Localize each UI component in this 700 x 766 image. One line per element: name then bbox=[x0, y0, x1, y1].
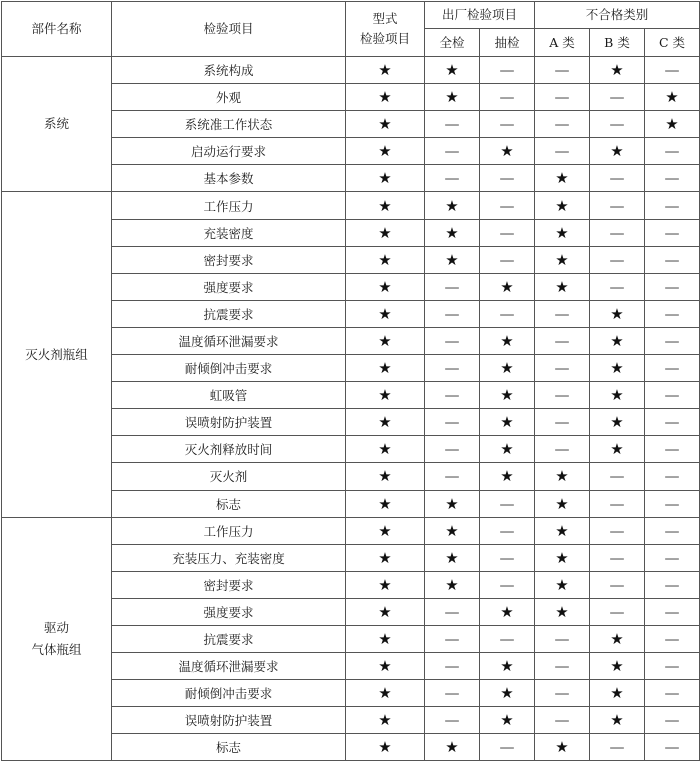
class-b-mark: — bbox=[590, 490, 645, 517]
class-a-mark: — bbox=[535, 327, 590, 354]
inspection-item-cell: 抗震要求 bbox=[112, 300, 346, 327]
class-a-mark: ★ bbox=[535, 734, 590, 761]
sampling-mark: — bbox=[480, 84, 535, 111]
class-a-mark: — bbox=[535, 382, 590, 409]
class-c-mark: — bbox=[645, 409, 700, 436]
table-row bbox=[2, 517, 700, 544]
inspection-item-cell: 灭火剂释放时间 bbox=[112, 436, 346, 463]
class-b-mark: ★ bbox=[590, 138, 645, 165]
full-inspection-mark: — bbox=[425, 436, 480, 463]
full-inspection-mark: — bbox=[425, 653, 480, 680]
class-b-mark: — bbox=[590, 219, 645, 246]
class-a-mark: ★ bbox=[535, 463, 590, 490]
class-c-mark: — bbox=[645, 219, 700, 246]
class-c-mark: — bbox=[645, 382, 700, 409]
type-test-mark: ★ bbox=[346, 680, 425, 707]
class-a-mark: ★ bbox=[535, 165, 590, 192]
sampling-mark: — bbox=[480, 246, 535, 273]
class-a-mark: — bbox=[535, 138, 590, 165]
class-b-mark: ★ bbox=[590, 680, 645, 707]
full-inspection-mark: ★ bbox=[425, 544, 480, 571]
type-test-mark: ★ bbox=[346, 490, 425, 517]
header-type-test: 型式 检验项目 bbox=[346, 2, 425, 57]
inspection-item-cell: 充装压力、充装密度 bbox=[112, 544, 346, 571]
type-test-mark: ★ bbox=[346, 653, 425, 680]
inspection-item-cell: 标志 bbox=[112, 734, 346, 761]
full-inspection-mark: — bbox=[425, 273, 480, 300]
type-test-mark: ★ bbox=[346, 598, 425, 625]
full-inspection-mark: — bbox=[425, 625, 480, 652]
class-a-mark: ★ bbox=[535, 273, 590, 300]
sampling-mark: ★ bbox=[480, 463, 535, 490]
class-b-mark: ★ bbox=[590, 355, 645, 382]
header-part-name: 部件名称 bbox=[2, 2, 112, 57]
inspection-item-cell: 系统准工作状态 bbox=[112, 111, 346, 138]
sampling-mark: — bbox=[480, 490, 535, 517]
type-test-mark: ★ bbox=[346, 111, 425, 138]
part-name-cell: 灭火剂瓶组 bbox=[2, 192, 112, 517]
type-test-mark: ★ bbox=[346, 273, 425, 300]
class-c-mark: — bbox=[645, 734, 700, 761]
class-c-mark: — bbox=[645, 246, 700, 273]
inspection-item-cell: 耐倾倒冲击要求 bbox=[112, 355, 346, 382]
inspection-item-cell: 密封要求 bbox=[112, 246, 346, 273]
sampling-mark: — bbox=[480, 544, 535, 571]
class-a-mark: ★ bbox=[535, 517, 590, 544]
class-b-mark: — bbox=[590, 598, 645, 625]
class-b-mark: ★ bbox=[590, 382, 645, 409]
class-b-mark: — bbox=[590, 111, 645, 138]
type-test-mark: ★ bbox=[346, 382, 425, 409]
class-a-mark: ★ bbox=[535, 544, 590, 571]
full-inspection-mark: ★ bbox=[425, 192, 480, 219]
sampling-mark: ★ bbox=[480, 355, 535, 382]
table-header bbox=[2, 2, 700, 57]
header-sampling-inspection: 抽检 bbox=[480, 29, 535, 57]
table-row bbox=[2, 57, 700, 84]
class-a-mark: — bbox=[535, 111, 590, 138]
header-full-inspection: 全检 bbox=[425, 29, 480, 57]
sampling-mark: ★ bbox=[480, 273, 535, 300]
inspection-item-cell: 误喷射防护装置 bbox=[112, 409, 346, 436]
header-nonconformity-class: 不合格类别 bbox=[535, 2, 700, 29]
class-c-mark: — bbox=[645, 192, 700, 219]
class-a-mark: — bbox=[535, 625, 590, 652]
type-test-mark: ★ bbox=[346, 355, 425, 382]
class-c-mark: — bbox=[645, 436, 700, 463]
inspection-item-cell: 外观 bbox=[112, 84, 346, 111]
class-c-mark: — bbox=[645, 463, 700, 490]
sampling-mark: ★ bbox=[480, 707, 535, 734]
class-a-mark: ★ bbox=[535, 598, 590, 625]
type-test-mark: ★ bbox=[346, 327, 425, 354]
class-b-mark: — bbox=[590, 463, 645, 490]
class-b-mark: — bbox=[590, 84, 645, 111]
full-inspection-mark: ★ bbox=[425, 84, 480, 111]
sampling-mark: ★ bbox=[480, 382, 535, 409]
full-inspection-mark: — bbox=[425, 463, 480, 490]
inspection-item-cell: 充装密度 bbox=[112, 219, 346, 246]
class-c-mark: — bbox=[645, 57, 700, 84]
header-class-c: C 类 bbox=[645, 29, 700, 57]
class-a-mark: — bbox=[535, 300, 590, 327]
inspection-item-cell: 虹吸管 bbox=[112, 382, 346, 409]
full-inspection-mark: — bbox=[425, 707, 480, 734]
header-inspection-item: 检验项目 bbox=[112, 2, 346, 57]
class-a-mark: — bbox=[535, 57, 590, 84]
type-test-mark: ★ bbox=[346, 544, 425, 571]
inspection-item-cell: 强度要求 bbox=[112, 598, 346, 625]
type-test-mark: ★ bbox=[346, 409, 425, 436]
type-test-mark: ★ bbox=[346, 138, 425, 165]
class-b-mark: — bbox=[590, 571, 645, 598]
inspection-item-cell: 温度循环泄漏要求 bbox=[112, 653, 346, 680]
type-test-mark: ★ bbox=[346, 246, 425, 273]
class-b-mark: ★ bbox=[590, 436, 645, 463]
class-b-mark: — bbox=[590, 544, 645, 571]
class-c-mark: — bbox=[645, 273, 700, 300]
header-class-b: B 类 bbox=[590, 29, 645, 57]
full-inspection-mark: — bbox=[425, 327, 480, 354]
class-b-mark: — bbox=[590, 734, 645, 761]
full-inspection-mark: ★ bbox=[425, 57, 480, 84]
sampling-mark: — bbox=[480, 165, 535, 192]
sampling-mark: — bbox=[480, 300, 535, 327]
sampling-mark: ★ bbox=[480, 680, 535, 707]
full-inspection-mark: ★ bbox=[425, 517, 480, 544]
sampling-mark: — bbox=[480, 571, 535, 598]
full-inspection-mark: — bbox=[425, 598, 480, 625]
class-c-mark: — bbox=[645, 300, 700, 327]
header-factory-inspection: 出厂检验项目 bbox=[425, 2, 535, 29]
class-c-mark: — bbox=[645, 544, 700, 571]
class-b-mark: ★ bbox=[590, 707, 645, 734]
sampling-mark: ★ bbox=[480, 138, 535, 165]
inspection-item-cell: 密封要求 bbox=[112, 571, 346, 598]
sampling-mark: ★ bbox=[480, 327, 535, 354]
class-a-mark: — bbox=[535, 84, 590, 111]
class-c-mark: — bbox=[645, 517, 700, 544]
class-a-mark: — bbox=[535, 436, 590, 463]
class-c-mark: — bbox=[645, 598, 700, 625]
type-test-mark: ★ bbox=[346, 57, 425, 84]
full-inspection-mark: ★ bbox=[425, 571, 480, 598]
sampling-mark: ★ bbox=[480, 409, 535, 436]
type-test-mark: ★ bbox=[346, 625, 425, 652]
inspection-item-cell: 系统构成 bbox=[112, 57, 346, 84]
type-test-mark: ★ bbox=[346, 219, 425, 246]
class-a-mark: ★ bbox=[535, 571, 590, 598]
full-inspection-mark: — bbox=[425, 300, 480, 327]
full-inspection-mark: — bbox=[425, 165, 480, 192]
type-test-mark: ★ bbox=[346, 300, 425, 327]
full-inspection-mark: — bbox=[425, 382, 480, 409]
class-c-mark: — bbox=[645, 680, 700, 707]
sampling-mark: — bbox=[480, 57, 535, 84]
class-a-mark: ★ bbox=[535, 490, 590, 517]
full-inspection-mark: ★ bbox=[425, 219, 480, 246]
inspection-item-cell: 启动运行要求 bbox=[112, 138, 346, 165]
class-a-mark: ★ bbox=[535, 219, 590, 246]
sampling-mark: — bbox=[480, 192, 535, 219]
class-c-mark: — bbox=[645, 327, 700, 354]
class-b-mark: ★ bbox=[590, 653, 645, 680]
full-inspection-mark: — bbox=[425, 138, 480, 165]
class-b-mark: — bbox=[590, 246, 645, 273]
inspection-item-cell: 基本参数 bbox=[112, 165, 346, 192]
class-c-mark: — bbox=[645, 165, 700, 192]
class-c-mark: — bbox=[645, 625, 700, 652]
full-inspection-mark: — bbox=[425, 111, 480, 138]
type-test-mark: ★ bbox=[346, 165, 425, 192]
inspection-item-cell: 灭火剂 bbox=[112, 463, 346, 490]
inspection-item-cell: 耐倾倒冲击要求 bbox=[112, 680, 346, 707]
class-a-mark: ★ bbox=[535, 246, 590, 273]
sampling-mark: — bbox=[480, 219, 535, 246]
inspection-item-cell: 强度要求 bbox=[112, 273, 346, 300]
class-a-mark: — bbox=[535, 653, 590, 680]
type-test-mark: ★ bbox=[346, 734, 425, 761]
class-c-mark: — bbox=[645, 653, 700, 680]
class-c-mark: — bbox=[645, 707, 700, 734]
type-test-mark: ★ bbox=[346, 707, 425, 734]
class-b-mark: — bbox=[590, 517, 645, 544]
full-inspection-mark: ★ bbox=[425, 246, 480, 273]
class-b-mark: — bbox=[590, 165, 645, 192]
class-b-mark: — bbox=[590, 192, 645, 219]
class-a-mark: — bbox=[535, 355, 590, 382]
inspection-item-cell: 工作压力 bbox=[112, 192, 346, 219]
full-inspection-mark: ★ bbox=[425, 734, 480, 761]
type-test-mark: ★ bbox=[346, 571, 425, 598]
sampling-mark: — bbox=[480, 625, 535, 652]
class-c-mark: — bbox=[645, 571, 700, 598]
sampling-mark: ★ bbox=[480, 598, 535, 625]
class-c-mark: — bbox=[645, 355, 700, 382]
table-row bbox=[2, 192, 700, 219]
type-test-mark: ★ bbox=[346, 436, 425, 463]
type-test-mark: ★ bbox=[346, 463, 425, 490]
full-inspection-mark: — bbox=[425, 409, 480, 436]
part-name-cell: 系统 bbox=[2, 57, 112, 192]
class-b-mark: ★ bbox=[590, 625, 645, 652]
inspection-item-cell: 温度循环泄漏要求 bbox=[112, 327, 346, 354]
full-inspection-mark: — bbox=[425, 355, 480, 382]
table-body bbox=[2, 57, 700, 761]
sampling-mark: — bbox=[480, 111, 535, 138]
class-c-mark: — bbox=[645, 138, 700, 165]
class-b-mark: — bbox=[590, 273, 645, 300]
class-c-mark: — bbox=[645, 490, 700, 517]
class-b-mark: ★ bbox=[590, 327, 645, 354]
sampling-mark: — bbox=[480, 517, 535, 544]
class-a-mark: — bbox=[535, 680, 590, 707]
inspection-table bbox=[1, 1, 700, 761]
header-class-a: A 类 bbox=[535, 29, 590, 57]
inspection-item-cell: 标志 bbox=[112, 490, 346, 517]
full-inspection-mark: ★ bbox=[425, 490, 480, 517]
inspection-item-cell: 误喷射防护装置 bbox=[112, 707, 346, 734]
sampling-mark: — bbox=[480, 734, 535, 761]
sampling-mark: ★ bbox=[480, 653, 535, 680]
class-c-mark: ★ bbox=[645, 84, 700, 111]
class-b-mark: ★ bbox=[590, 57, 645, 84]
class-a-mark: — bbox=[535, 409, 590, 436]
sampling-mark: ★ bbox=[480, 436, 535, 463]
class-a-mark: ★ bbox=[535, 192, 590, 219]
inspection-item-cell: 抗震要求 bbox=[112, 625, 346, 652]
type-test-mark: ★ bbox=[346, 517, 425, 544]
type-test-mark: ★ bbox=[346, 192, 425, 219]
type-test-mark: ★ bbox=[346, 84, 425, 111]
full-inspection-mark: — bbox=[425, 680, 480, 707]
class-c-mark: ★ bbox=[645, 111, 700, 138]
part-name-cell: 驱动 气体瓶组 bbox=[2, 517, 112, 761]
class-b-mark: ★ bbox=[590, 300, 645, 327]
inspection-item-cell: 工作压力 bbox=[112, 517, 346, 544]
class-b-mark: ★ bbox=[590, 409, 645, 436]
class-a-mark: — bbox=[535, 707, 590, 734]
